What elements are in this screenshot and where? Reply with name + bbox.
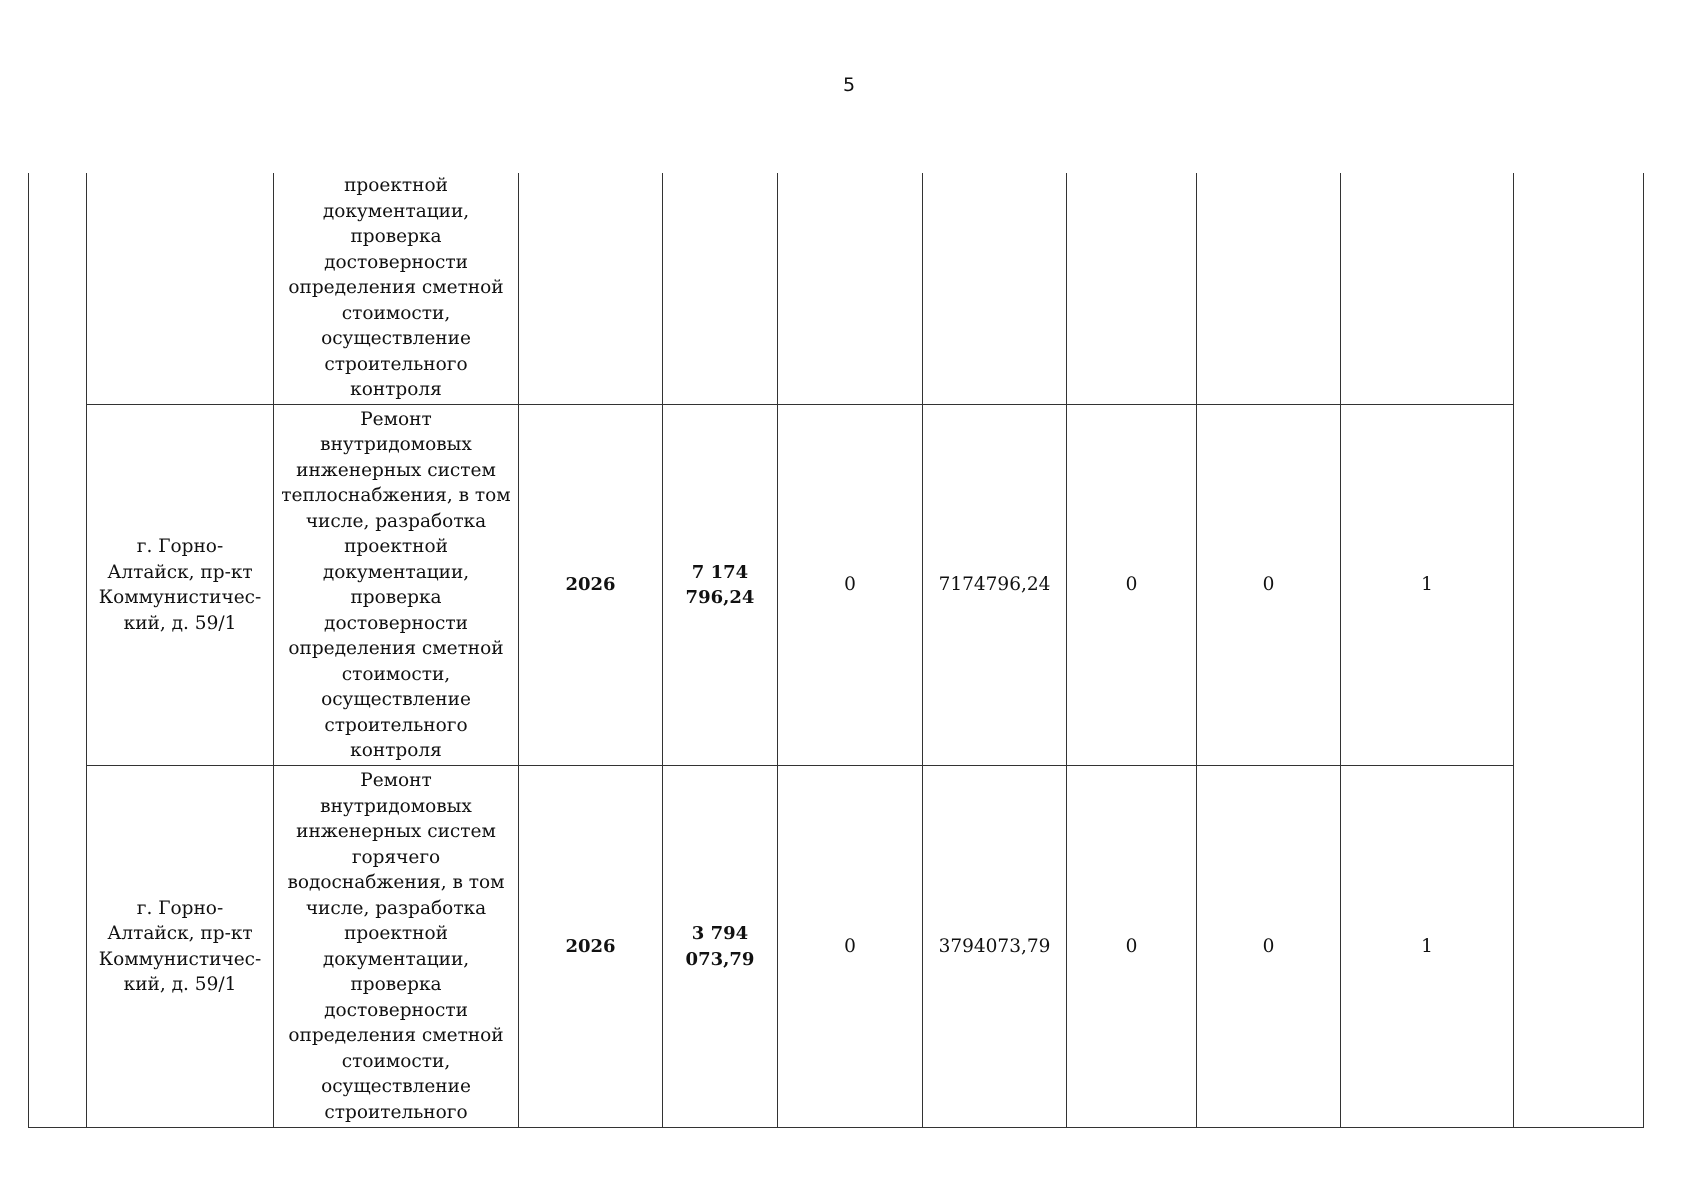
value-cell: 3794073,79 bbox=[938, 935, 1051, 957]
value-cell: 1 bbox=[1421, 935, 1433, 957]
value-cell: 0 bbox=[844, 935, 856, 957]
address-cell: г. Горно- Алтайск, пр-кт Коммунистичес- кий, д. 59/1 bbox=[98, 536, 262, 634]
work-description-cell: Ремонт внутридомовых инженерных систем горячего водоснабжения, в том числе, разработка проектной документации, проверка достоверности определения сметной стоимости, осуществление строительного bbox=[287, 770, 505, 1123]
grid-line bbox=[1513, 173, 1514, 1128]
value-cell: 0 bbox=[1262, 574, 1275, 596]
value-cell: 0 bbox=[844, 574, 856, 596]
grid-line bbox=[28, 1127, 1644, 1128]
total-cost-cell: 7 174 796,24 bbox=[685, 561, 755, 608]
year-cell: 2026 bbox=[565, 935, 616, 957]
value-cell: 0 bbox=[1262, 935, 1275, 957]
year-cell: 2026 bbox=[565, 574, 616, 596]
grid-line bbox=[1643, 173, 1644, 1128]
page-number: 5 bbox=[842, 74, 856, 96]
total-cost-cell: 3 794 073,79 bbox=[685, 923, 755, 970]
work-description-cell: проектной документации, проверка достоверности определения сметной стоимости, осуществление строительного контроля bbox=[288, 175, 504, 400]
value-cell: 1 bbox=[1421, 574, 1433, 596]
work-description-cell: Ремонт внутридомовых инженерных систем теплоснабжения, в том числе, разработка проектной документации, проверка достоверности определения сметной стоимости, осуществление строительного контроля bbox=[281, 408, 511, 761]
grid-line bbox=[28, 173, 29, 1128]
value-cell: 0 bbox=[1125, 574, 1138, 596]
value-cell: 7174796,24 bbox=[938, 574, 1051, 596]
value-cell: 0 bbox=[1125, 935, 1138, 957]
address-cell: г. Горно- Алтайск, пр-кт Коммунистичес- кий, д. 59/1 bbox=[98, 897, 262, 995]
